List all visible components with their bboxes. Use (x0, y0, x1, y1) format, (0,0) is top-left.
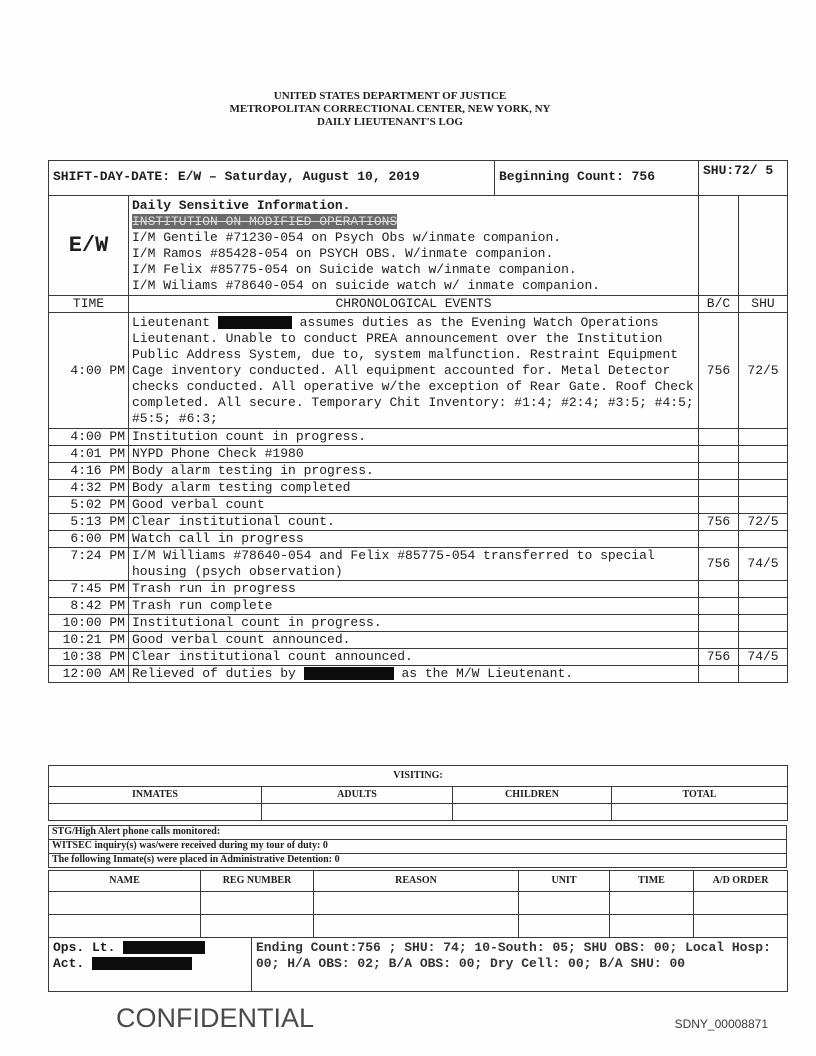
entry-event: Clear institutional count. (129, 514, 699, 531)
header-facility: METROPOLITAN CORRECTIONAL CENTER, NEW YORK, NY (229, 103, 551, 115)
entry-event: Body alarm testing in progress. (129, 463, 699, 480)
note-line: STG/High Alert phone calls monitored: (49, 826, 787, 840)
note-line: The following Inmate(s) were placed in Administrative Detention: 0 (49, 854, 787, 868)
detention-col: REASON (314, 871, 519, 892)
entry-time: 10:21 PM (49, 632, 129, 649)
bates-number: SDNY_00008871 (674, 1017, 768, 1031)
entry-event: Clear institutional count announced. (129, 649, 699, 666)
entry-event: Institution count in progress. (129, 429, 699, 446)
sensitive-line: I/M Gentile #71230-054 on Psych Obs w/inmate companion. (132, 230, 562, 245)
redaction-bar (92, 957, 192, 970)
entry-bc (699, 598, 739, 615)
column-header-row (49, 296, 788, 313)
log-entry (49, 615, 788, 632)
relieved-text-end: as the M/W Lieutenant. (401, 666, 574, 681)
ending-count: Ending Count:756 ; SHU: 74; 10-South: 05; SHU OBS: 00; Local Hosp: 00; H/A OBS: 02; B/A OBS: 00; Dry Cell: 00; B/A SHU: 00 (252, 938, 788, 992)
entry-shu (739, 429, 788, 446)
visiting-title: VISITING: (49, 766, 788, 787)
visiting-col: INMATES (49, 787, 262, 804)
log-entries (49, 429, 788, 666)
detention-col: NAME (49, 871, 201, 892)
entry-time: 8:42 PM (49, 598, 129, 615)
log-entry (49, 514, 788, 531)
entry-bc (699, 531, 739, 548)
redaction-bar (304, 667, 394, 680)
entry-shu: 74/5 (739, 649, 788, 666)
struck-text: INSTITUTION ON MODIFIED OPERATIONS (132, 214, 398, 229)
detention-col: A/D ORDER (694, 871, 788, 892)
entry-bc (699, 581, 739, 598)
visiting-col: CHILDREN (453, 787, 612, 804)
detention-col: REG NUMBER (201, 871, 314, 892)
note-line: WITSEC inquiry(s) was/were received during my tour of duty: 0 (49, 840, 787, 854)
entry-shu (739, 463, 788, 480)
entry-time: 6:00 PM (49, 531, 129, 548)
redaction-bar (123, 941, 205, 954)
entry-shu (739, 598, 788, 615)
entry-bc (699, 480, 739, 497)
col-time: TIME (49, 296, 129, 313)
entry-bc: 756 (699, 548, 739, 581)
entry-event: Good verbal count announced. (129, 632, 699, 649)
entry-time: 4:16 PM (49, 463, 129, 480)
entry-bc (699, 632, 739, 649)
log-entry (49, 531, 788, 548)
log-entry (49, 632, 788, 649)
entry-shu: 74/5 (739, 548, 788, 581)
entry-event: Good verbal count (129, 497, 699, 514)
detention-table (48, 870, 788, 938)
entry-event: Trash run in progress (129, 581, 699, 598)
header-agency: UNITED STATES DEPARTMENT OF JUSTICE (273, 90, 507, 102)
detention-col: UNIT (519, 871, 610, 892)
log-entry (49, 548, 788, 581)
entry-time: 5:02 PM (49, 497, 129, 514)
entry-time: 10:38 PM (49, 649, 129, 666)
entry-shu (739, 632, 788, 649)
entry-bc (699, 429, 739, 446)
log-entry (49, 649, 788, 666)
entry-shu (739, 446, 788, 463)
log-entry (49, 313, 788, 429)
beginning-count: Beginning Count: 756 (499, 169, 656, 184)
document-header (0, 90, 780, 129)
sensitive-line: I/M Felix #85775-054 on Suicide watch w/inmate companion. (132, 262, 577, 277)
ops-lt-label: Ops. Lt. (53, 940, 116, 955)
entry-event: I/M Williams #78640-054 and Felix #85775-054 transferred to special housing (psych observation) (129, 548, 699, 581)
col-shu: SHU (739, 296, 788, 313)
entry-time: 4:32 PM (49, 480, 129, 497)
detention-col: TIME (610, 871, 694, 892)
entry-event (129, 666, 699, 683)
sensitive-info-row (49, 196, 788, 296)
entry-time: 10:00 PM (49, 615, 129, 632)
entry-event: Trash run complete (129, 598, 699, 615)
entry-event: Watch call in progress (129, 531, 699, 548)
log-entry (49, 446, 788, 463)
entry-event (129, 313, 699, 429)
header-log-title: DAILY LIEUTENANT'S LOG (317, 116, 463, 128)
entry-time: 12:00 AM (49, 666, 129, 683)
col-events: CHRONOLOGICAL EVENTS (129, 296, 699, 313)
entry-time: 4:01 PM (49, 446, 129, 463)
redaction-bar (218, 316, 292, 329)
visiting-table (48, 765, 788, 821)
shift-day-date: SHIFT-DAY-DATE: E/W – Saturday, August 10, 2019 (49, 161, 495, 195)
entry-bc: 756 (699, 313, 739, 429)
entry-time: 7:45 PM (49, 581, 129, 598)
notes-table (48, 825, 787, 868)
log-entry (49, 463, 788, 480)
sensitive-title: Daily Sensitive Information. (132, 198, 351, 213)
log-entry (49, 429, 788, 446)
entry-shu (739, 480, 788, 497)
sensitive-line: I/M Ramos #85428-054 on PSYCH OBS. W/inmate companion. (132, 246, 554, 261)
log-entry (49, 480, 788, 497)
entry-time: 4:00 PM (49, 313, 129, 429)
entry-bc (699, 463, 739, 480)
entry-event: NYPD Phone Check #1980 (129, 446, 699, 463)
entry-bc (699, 615, 739, 632)
entry-bc: 756 (699, 649, 739, 666)
summary-row (49, 161, 788, 196)
entry-shu: 72/5 (739, 514, 788, 531)
lieutenant-log-table (48, 160, 788, 683)
log-entry (49, 581, 788, 598)
log-entry (49, 497, 788, 514)
entry-event: Body alarm testing completed (129, 480, 699, 497)
visiting-col: ADULTS (262, 787, 453, 804)
relieved-text: Relieved of duties by (132, 666, 296, 681)
sensitive-line: I/M Wiliams #78640-054 on suicide watch w/ inmate companion. (132, 278, 601, 293)
entry-bc: 756 (699, 514, 739, 531)
entry-bc (699, 497, 739, 514)
entry-shu (739, 531, 788, 548)
signoff-table (48, 937, 788, 992)
confidential-stamp: CONFIDENTIAL (116, 1003, 315, 1033)
log-entry (49, 666, 788, 683)
entry-time: 4:00 PM (49, 429, 129, 446)
summary-shu: SHU:72/ 5 (699, 161, 788, 196)
log-entry (49, 598, 788, 615)
shift-label: E/W (49, 196, 129, 296)
entry-shu (739, 497, 788, 514)
entry-shu: 72/5 (739, 313, 788, 429)
entry-text: assumes duties as the Evening Watch Operations Lieutenant. Unable to conduct PREA announcement over the Institution Public Address System, due to, system malfunction. Restraint Equipment Cage inventory conducted. All equipment accounted for. Metal Detector checks conducted. All operative w/the exception of Rear Gate. Roof Check completed. All secure. Temporary Chit Inventory: #1:4; #2:4; #3:5; #4:5; #5:5; #6:3; (132, 315, 694, 426)
entry-time: 5:13 PM (49, 514, 129, 531)
acting-label: Act. (53, 956, 85, 971)
col-bc: B/C (699, 296, 739, 313)
entry-event: Institutional count in progress. (129, 615, 699, 632)
visiting-col: TOTAL (612, 787, 788, 804)
entry-time: 7:24 PM (49, 548, 129, 581)
entry-shu (739, 615, 788, 632)
entry-bc (699, 446, 739, 463)
entry-shu (739, 581, 788, 598)
lieutenant-label: Lieutenant (132, 315, 211, 330)
